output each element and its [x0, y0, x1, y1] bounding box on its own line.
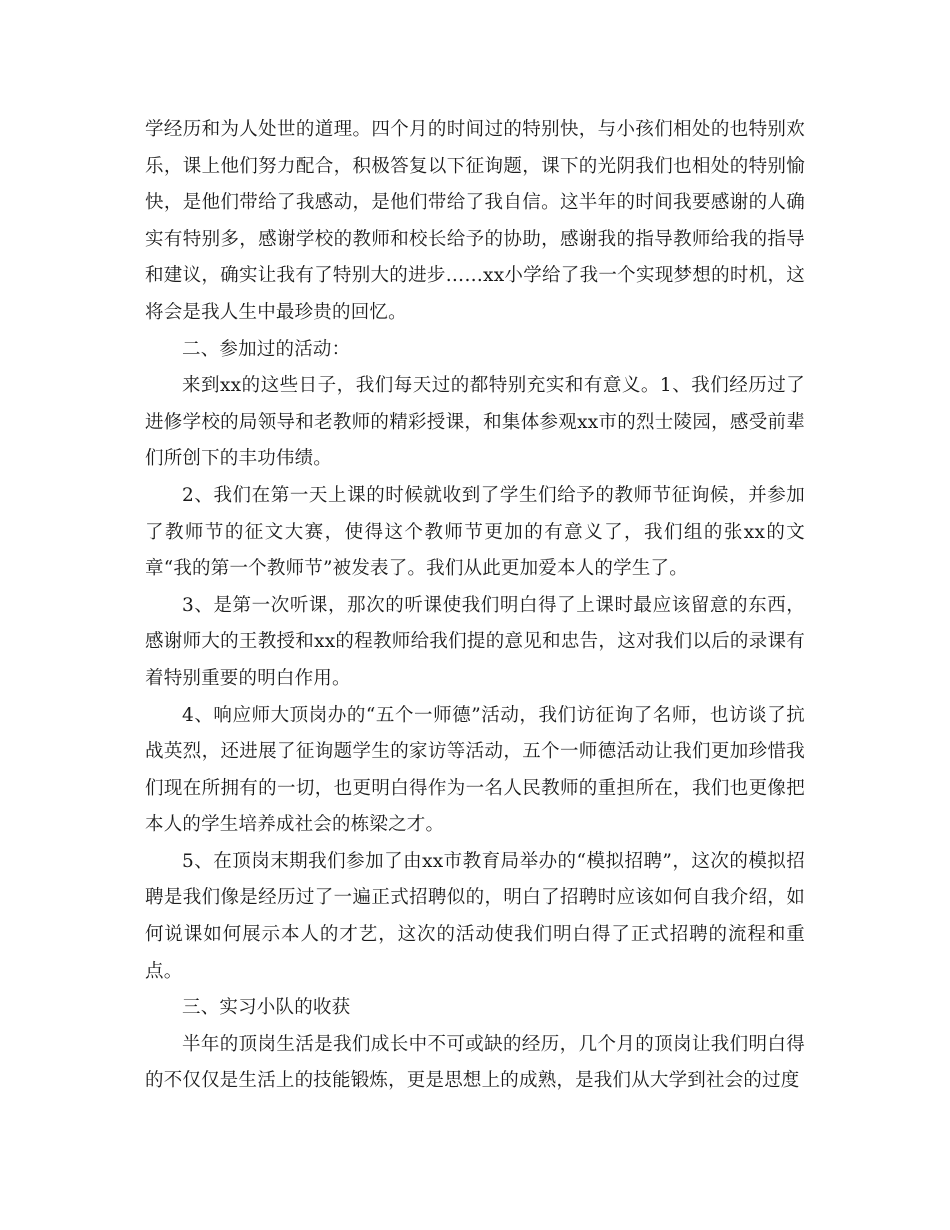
paragraph-activity-4: 4、响应师大顶岗办的“五个一师德”活动，我们访征询了名师，也访谈了抗战英烈，还进展了征询题学生的家访等活动，五个一师德活动让我们更加珍惜我们现在所拥有的一切，也更明白得作为一名人民教师的重担所在，我们也更像把本人的学生培养成社会的栋梁之才。 [145, 704, 805, 836]
section-heading-activities: 二、参加过的活动： [182, 338, 351, 360]
paragraph-activity-5: 5、在顶岗末期我们参加了由xx市教育局举办的“模拟招聘”，这次的模拟招聘是我们像是经历过了一遍正式招聘似的，明白了招聘时应该如何自我介绍，如何说课如何展示本人的才艺，这次的活动使我们明白得了正式招聘的流程和重点。 [145, 850, 805, 982]
document-body [145, 112, 805, 1100]
paragraph-activity-3: 3、是第一次听课，那次的听课使我们明白得了上课时最应该留意的东西，感谢师大的王教授和xx的程教师给我们提的意见和忠告，这对我们以后的录课有着特别重要的明白作用。 [145, 594, 805, 689]
paragraph-1: 学经历和为人处世的道理。四个月的时间过的特别快，与小孩们相处的也特别欢乐，课上他们努力配合，积极答复以下征询题，课下的光阴我们也相处的特别愉快，是他们带给了我感动，是他们带给了我自信。这半年的时间我要感谢的人确实有特别多，感谢学校的教师和校长给予的协助，感谢我的指导教师给我的指导和建议，确实让我有了特别大的进步……xx小学给了我一个实现梦想的时机，这将会是我人生中最珍贵的回忆。 [145, 119, 805, 323]
section-heading-team-gains: 三、实习小队的收获 [182, 997, 351, 1019]
paragraph-activity-2: 2、我们在第一天上课的时候就收到了学生们给予的教师节征询候，并参加了教师节的征文大赛，使得这个教师节更加的有意义了，我们组的张xx的文章“我的第一个教师节”被发表了。我们从此更加爱本人的学生了。 [145, 484, 805, 580]
paragraph-team-gains: 半年的顶岗生活是我们成长中不可或缺的经历，几个月的顶岗让我们明白得的不仅仅是生活上的技能锻炼，更是思想上的成熟，是我们从大学到社会的过度 [145, 1033, 805, 1092]
paragraph-activities-intro: 来到xx的这些日子，我们每天过的都特别充实和有意义。1、我们经历过了进修学校的局领导和老教师的精彩授课，和集体参观xx市的烈士陵园，感受前辈们所创下的丰功伟绩。 [145, 375, 805, 470]
